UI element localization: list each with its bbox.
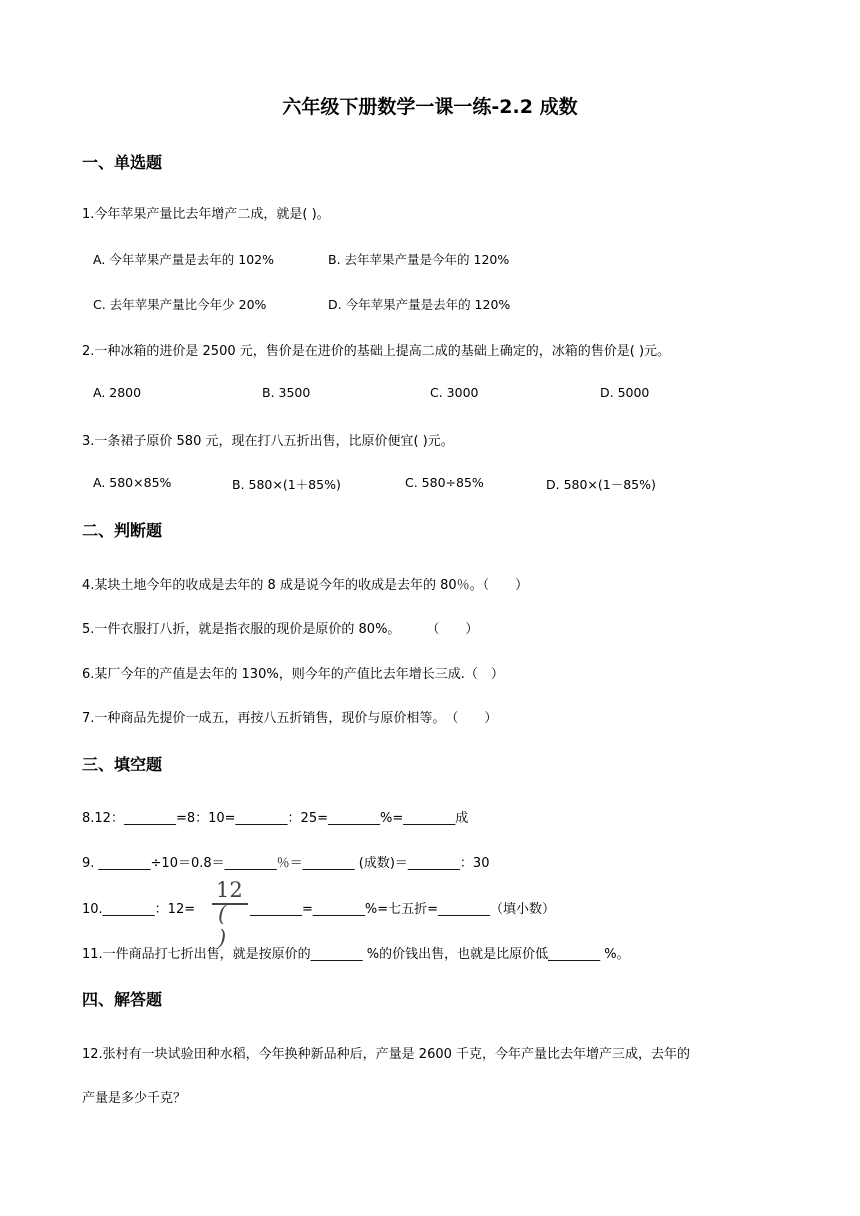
q2-option-b: B. 3500 xyxy=(262,385,311,400)
q3-option-a: A. 580×85% xyxy=(93,475,172,490)
question-6: 6.某厂今年的产值是去年的 130%，则今年的产值比去年增长三成.（ ） xyxy=(82,667,504,682)
q2-option-d: D. 5000 xyxy=(600,385,650,400)
q1-option-a: A. 今年苹果产量是去年的 102% xyxy=(93,252,274,267)
q3-option-d: D. 580×(1－85%) xyxy=(546,477,656,492)
question-10-right: ________=________%=七五折=________（填小数） xyxy=(250,902,556,917)
question-2: 2.一种冰箱的进价是 2500 元，售价是在进价的基础上提高二成的基础上确定的，冰箱的售价是( )元。 xyxy=(82,344,671,359)
q1-option-b: B. 去年苹果产量是今年的 120% xyxy=(328,252,510,267)
q1-option-c: C. 去年苹果产量比今年少 20% xyxy=(93,297,267,312)
question-12-line-2: 产量是多少千克？ xyxy=(82,1091,187,1106)
q1-option-d: D. 今年苹果产量是去年的 120% xyxy=(328,297,511,312)
question-7: 7.一种商品先提价一成五，再按八五折销售，现价与原价相等。 （ ） xyxy=(82,711,498,726)
question-11: 11.一件商品打七折出售，就是按原价的________ %的价钱出售，也就是比原价低________ %。 xyxy=(82,947,630,962)
question-5: 5.一件衣服打八折，就是指衣服的现价是原价的 80%。 （ ） xyxy=(82,622,479,637)
fraction-denominator: ( ) xyxy=(218,902,230,950)
section-heading-single-choice: 一、单选题 xyxy=(82,153,163,172)
question-10-left: 10.________：12= xyxy=(82,902,196,917)
page-title: 六年级下册数学一课一练-2.2 成数 xyxy=(282,96,578,118)
question-4: 4.某块土地今年的收成是去年的 8 成是说今年的收成是去年的 80％。（ ） xyxy=(82,578,529,593)
q2-option-a: A. 2800 xyxy=(93,385,142,400)
question-3: 3.一条裙子原价 580 元，现在打八五折出售，比原价便宜( )元。 xyxy=(82,434,454,449)
fraction-figure xyxy=(212,878,248,950)
q3-option-c: C. 580÷85% xyxy=(405,475,484,490)
question-1: 1.今年苹果产量比去年增产二成，就是( )。 xyxy=(82,207,330,222)
question-12-line-1: 12.张村有一块试验田种水稻，今年换种新品种后，产量是 2600 千克，今年产量比去年增产三成，去年的 xyxy=(82,1047,691,1062)
question-8: 8.12：________=8：10=________：25=________%=________成 xyxy=(82,811,469,826)
section-heading-fill-blank: 三、填空题 xyxy=(82,755,163,774)
fraction-numerator: 12 xyxy=(216,878,243,902)
question-9: 9. ________÷10＝0.8＝________％＝________ (成数)＝________：30 xyxy=(82,856,490,871)
section-heading-solve: 四、解答题 xyxy=(82,990,163,1009)
section-heading-true-false: 二、判断题 xyxy=(82,521,163,540)
q2-option-c: C. 3000 xyxy=(430,385,479,400)
q3-option-b: B. 580×(1＋85%) xyxy=(232,477,341,492)
